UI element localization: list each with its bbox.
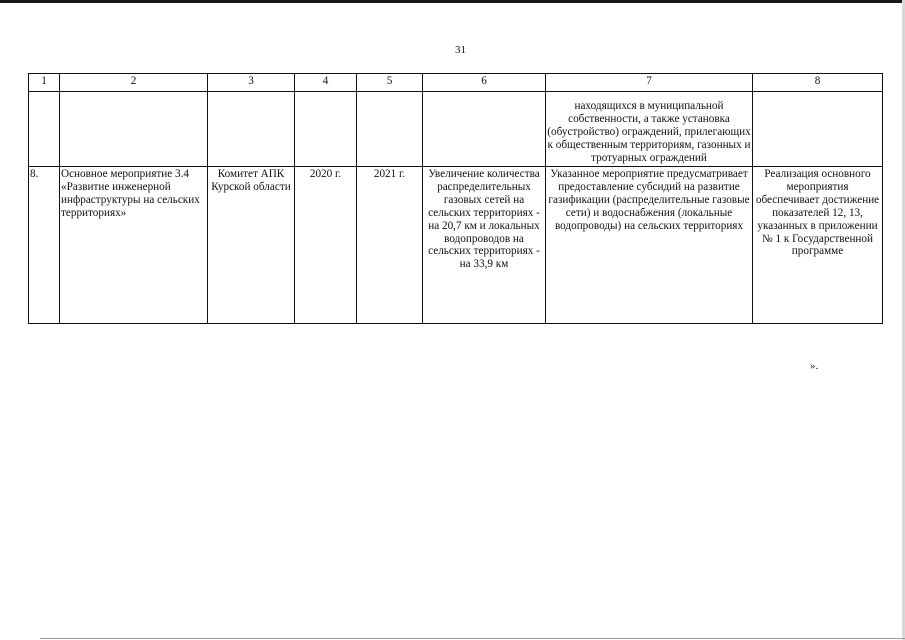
table-cell bbox=[753, 92, 883, 167]
executor-cell: Комитет АПК Курской области bbox=[208, 167, 295, 324]
header-cell: 5 bbox=[357, 74, 423, 92]
closing-quote-mark: ». bbox=[810, 360, 819, 372]
indicator-link-cell: Реализация основного мероприятия обеспечивает достижение показателей 12, 13, указанных в приложении № 1 к Государственной программе bbox=[753, 167, 883, 324]
header-cell: 8 bbox=[753, 74, 883, 92]
header-cell: 3 bbox=[208, 74, 295, 92]
description-cell: Указанное мероприятие предусматривает предоставление субсидий на развитие газификации (распределительные газовые сети) и водоснабжения (локальные водопроводы) на сельских территориях bbox=[546, 167, 753, 324]
header-cell: 2 bbox=[60, 74, 208, 92]
header-cell: 6 bbox=[423, 74, 546, 92]
scan-top-edge bbox=[0, 0, 905, 3]
end-year-cell: 2021 г. bbox=[357, 167, 423, 324]
continuation-row bbox=[29, 92, 883, 167]
table-cell bbox=[60, 92, 208, 167]
page-number: 31 bbox=[455, 44, 466, 56]
program-measures-table bbox=[28, 73, 883, 324]
table-row bbox=[29, 167, 883, 324]
table-cell bbox=[423, 92, 546, 167]
header-cell: 4 bbox=[295, 74, 357, 92]
row-number-cell: 8. bbox=[29, 167, 60, 324]
column-number-row bbox=[29, 74, 883, 92]
table-cell bbox=[357, 92, 423, 167]
header-cell: 7 bbox=[546, 74, 753, 92]
continued-description-cell: находящихся в муниципальной собственности, а также установка (обустройство) ограждений, прилегающих к общественным территориям, газонных и тротуарных ограждений bbox=[546, 92, 753, 167]
expected-result-cell: Увеличение количества распределительных газовых сетей на сельских территориях - на 20,7 км и локальных водопроводов на сельских территориях - на 33,9 км bbox=[423, 167, 546, 324]
table-cell bbox=[29, 92, 60, 167]
header-cell: 1 bbox=[29, 74, 60, 92]
table-cell bbox=[295, 92, 357, 167]
measure-name-cell: Основное мероприятие 3.4 «Развитие инженерной инфраструктуры на сельских территориях» bbox=[60, 167, 208, 324]
start-year-cell: 2020 г. bbox=[295, 167, 357, 324]
table-cell bbox=[208, 92, 295, 167]
scan-bottom-edge bbox=[40, 638, 905, 639]
